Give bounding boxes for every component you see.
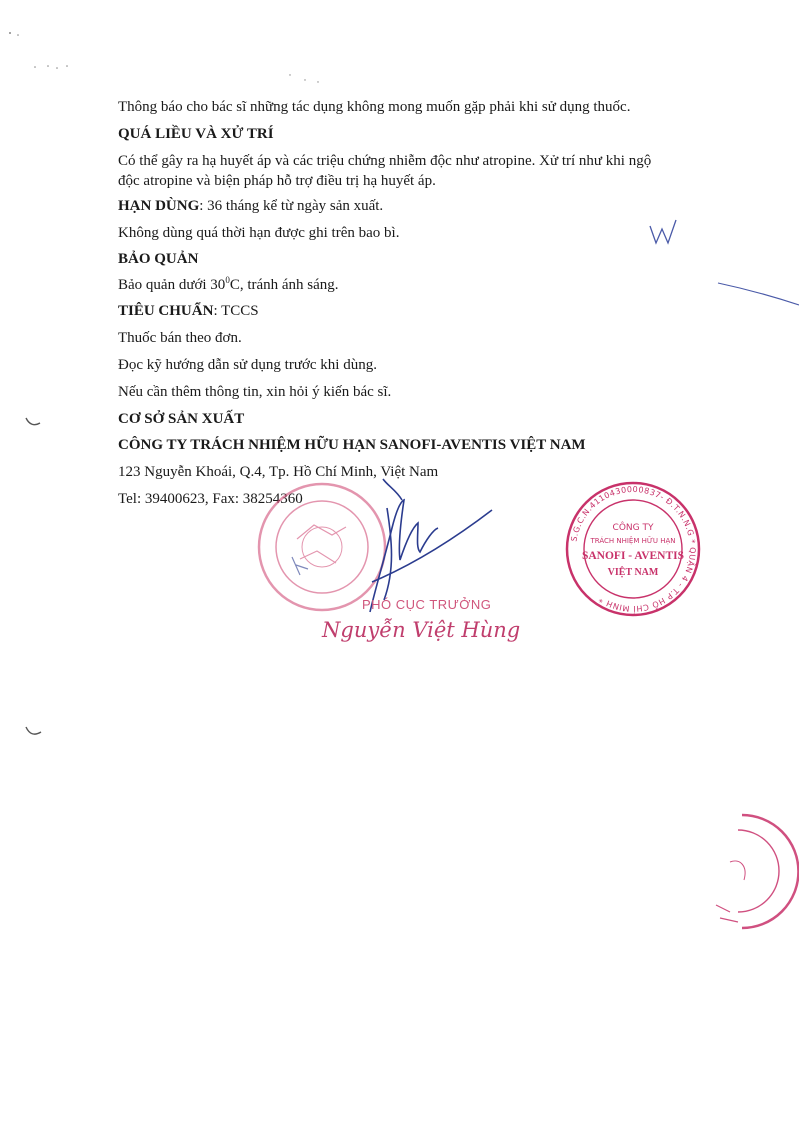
prescription-note: Thuốc bán theo đơn.: [118, 330, 242, 346]
standard-label: TIÊU CHUẨN: [118, 303, 214, 319]
company-contact: Tel: 39400623, Fax: 38254360: [118, 491, 303, 507]
standard-line: [118, 301, 259, 321]
stray-pen-line: [718, 283, 799, 305]
overdose-text-line2: độc atropine và biện pháp hỗ trợ điều trị hạ huyết áp.: [118, 173, 436, 189]
expiry-line: [118, 196, 383, 216]
company-stamp-line4: VIỆT NAM: [607, 567, 659, 578]
company-stamp-line2: TRÁCH NHIỆM HỮU HẠN: [590, 537, 676, 545]
signature-title: PHÓ CỤC TRƯỞNG: [362, 597, 492, 612]
punch-mark-upper: [26, 418, 40, 425]
overdose-heading: QUÁ LIỀU VÀ XỬ TRÍ: [118, 126, 274, 142]
overdose-text-line1: Có thể gây ra hạ huyết áp và các triệu chứng nhiễm độc như atropine. Xử trí như khi ngộ: [118, 153, 652, 169]
standard-value: : TCCS: [213, 303, 259, 319]
initials-mark: [650, 220, 676, 243]
signature-scribble: [370, 479, 492, 612]
report-note: Thông báo cho bác sĩ những tác dụng không mong muốn gặp phải khi sử dụng thuốc.: [118, 99, 631, 115]
svg-text:S.G.C.N.4110430000837- Đ.T.N.N: [569, 485, 697, 615]
expiry-value: : 36 tháng kể từ ngày sản xuất.: [199, 198, 384, 214]
storage-text: [118, 275, 339, 295]
company-name: CÔNG TY TRÁCH NHIỆM HỮU HẠN SANOFI-AVENTIS VIỆT NAM: [118, 437, 586, 453]
company-stamp: [567, 483, 699, 615]
company-address: 123 Nguyễn Khoái, Q.4, Tp. Hồ Chí Minh, Việt Nam: [118, 464, 439, 480]
more-info: Nếu cần thêm thông tin, xin hỏi ý kiến bác sĩ.: [118, 384, 392, 400]
degree-sup: 0: [225, 275, 230, 285]
manufacturer-heading: CƠ SỞ SẢN XUẤT: [118, 411, 245, 427]
storage-prefix: Bảo quản dưới 30: [118, 277, 226, 293]
expiry-note: Không dùng quá thời hạn được ghi trên bao bì.: [118, 225, 400, 241]
signature-name: Nguyễn Việt Hùng: [322, 618, 521, 642]
storage-heading: BẢO QUẢN: [118, 251, 199, 267]
company-stamp-ring-text: S.G.C.N.4110430000837- Đ.T.N.N.G * QUẬN 4 - T.P HỒ CHÍ MINH *: [569, 484, 698, 614]
read-instructions: Đọc kỹ hướng dẫn sử dụng trước khi dùng.: [118, 357, 377, 373]
company-stamp-line3: SANOFI - AVENTIS: [581, 550, 685, 562]
partial-edge-stamp: [716, 815, 798, 928]
company-stamp-line1: CÔNG TY: [612, 523, 654, 533]
scan-specks: [9, 32, 319, 83]
punch-mark-lower: [26, 727, 41, 734]
storage-suffix: C, tránh ánh sáng.: [229, 277, 339, 293]
expiry-label: HẠN DÙNG: [118, 198, 200, 214]
